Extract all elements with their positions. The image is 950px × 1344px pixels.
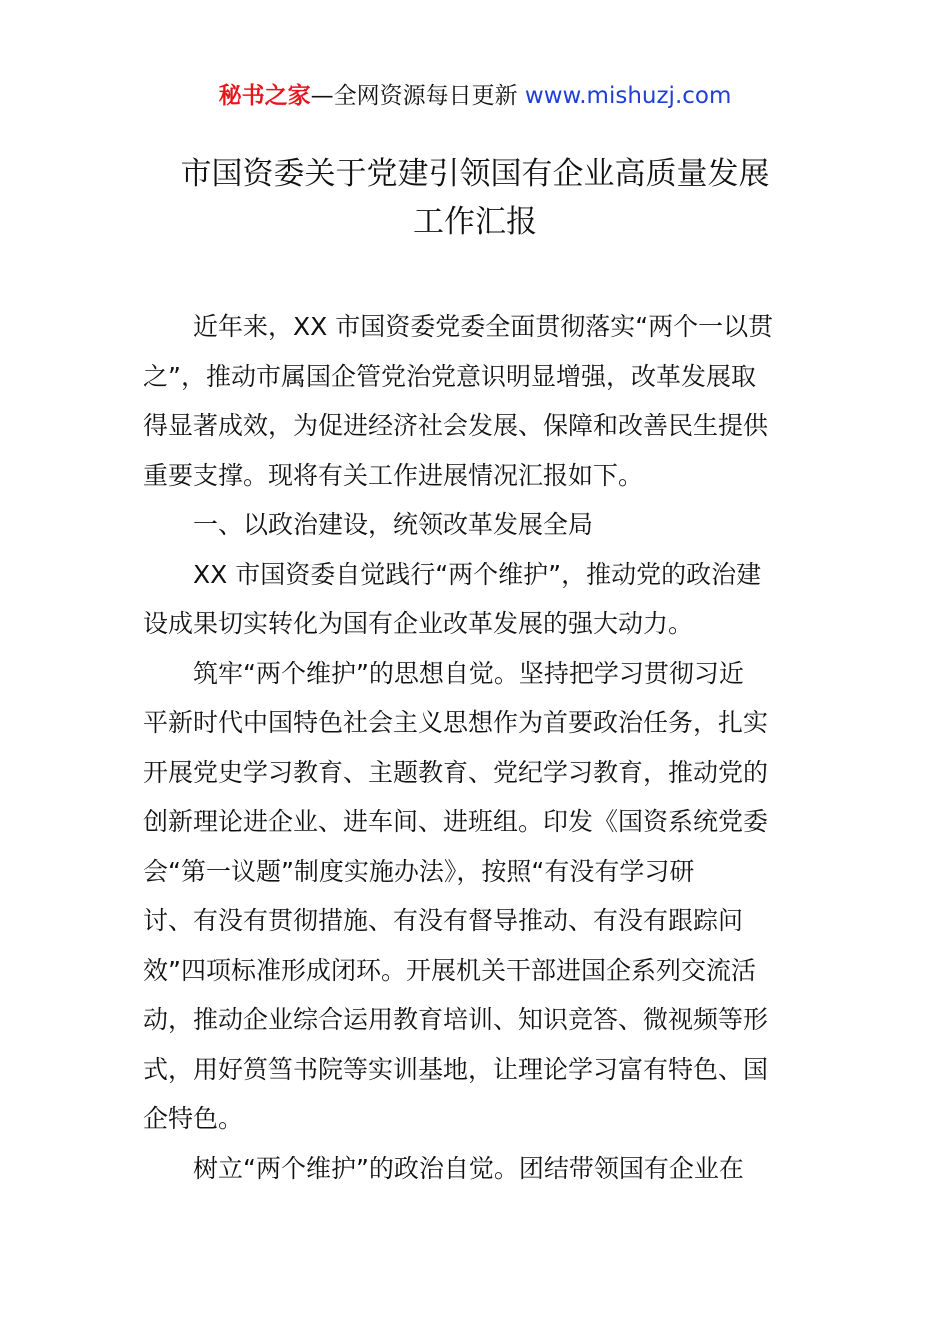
- body-line: 之”，推动市属国企管党治党意识明显增强，改革发展取: [143, 361, 756, 391]
- section-heading: 一、以政治建设，统领改革发展全局: [143, 510, 594, 539]
- body-line: 设成果切实转化为国有企业改革发展的强大动力。: [143, 609, 694, 638]
- body-line: 得显著成效，为促进经济社会发展、保障和改善民生提供: [143, 411, 769, 440]
- site-tagline: —全网资源每日更新: [310, 83, 518, 109]
- body-line: 会“第一议题”制度实施办法》，按照“有没有学习研: [143, 856, 695, 886]
- body-line: 平新时代中国特色社会主义思想作为首要政治任务，扎实: [143, 708, 769, 737]
- body-line: 创新理论进企业、进车间、进班组。印发《国资系统党委: [143, 807, 769, 836]
- body-line: XX 市国资委自觉践行“两个维护”，推动党的政治建: [143, 559, 762, 589]
- body-line: 效”四项标准形成闭环。开展机关干部进国企系列交流活: [143, 955, 756, 985]
- body-line: 动，推动企业综合运用教育培训、知识竞答、微视频等形: [143, 1005, 769, 1034]
- body-line: 树立“两个维护”的政治自觉。团结带领国有企业在: [143, 1153, 744, 1183]
- document-title: [0, 150, 950, 246]
- document-body: [143, 302, 809, 1193]
- site-url[interactable]: www.mishuzj.com: [524, 83, 732, 109]
- body-line: 企特色。: [143, 1104, 244, 1133]
- body-line: 讨、有没有贯彻措施、有没有督导推动、有没有跟踪问: [143, 906, 744, 935]
- body-line: 式，用好筼筜书院等实训基地，让理论学习富有特色、国: [143, 1054, 769, 1084]
- body-line: 重要支撑。现将有关工作进展情况汇报如下。: [143, 460, 644, 490]
- site-brand: 秘书之家: [218, 83, 311, 109]
- title-line-2: 工作汇报: [413, 204, 537, 240]
- body-line: 开展党史学习教育、主题教育、党纪学习教育，推动党的: [143, 757, 769, 787]
- site-header: [0, 80, 950, 112]
- body-line: 筑牢“两个维护”的思想自觉。坚持把学习贯彻习近: [143, 658, 744, 688]
- title-line-1: 市国资委关于党建引领国有企业高质量发展: [180, 156, 770, 192]
- body-line: 近年来，XX 市国资委党委全面贯彻落实“两个一以贯: [143, 312, 774, 341]
